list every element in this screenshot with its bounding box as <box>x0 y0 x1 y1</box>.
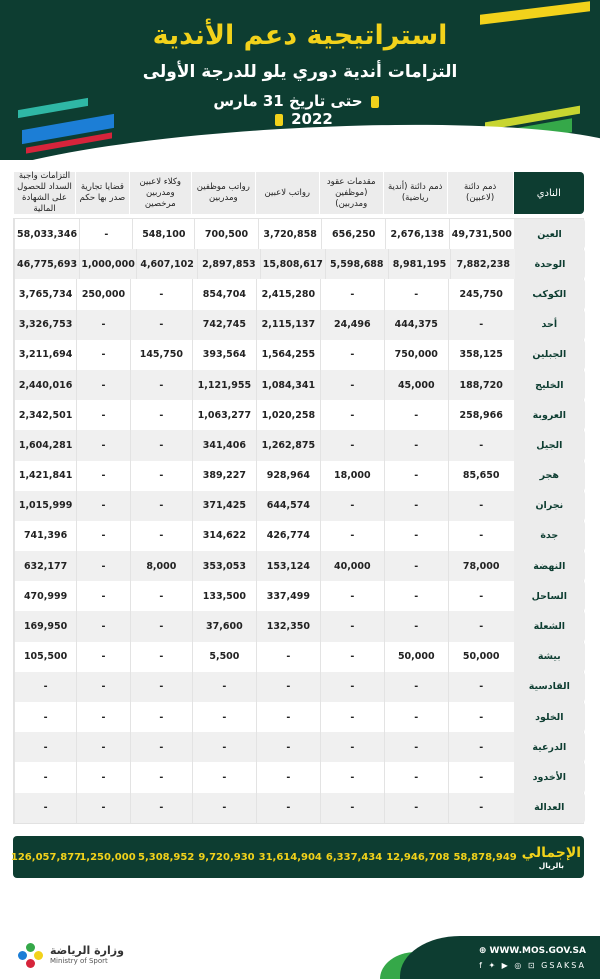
value-cell-c1: - <box>448 310 514 340</box>
footer-band <box>400 936 600 979</box>
column-header-c4: رواتب لاعبين <box>255 172 319 214</box>
value-cell-c7: - <box>76 702 130 732</box>
table-row <box>14 672 585 702</box>
value-cell-c7: 1,000,000 <box>79 249 136 279</box>
value-cell-c5: 742,745 <box>192 310 256 340</box>
table-row <box>14 581 585 611</box>
value-cell-c8: 3,765,734 <box>14 279 76 309</box>
value-cell-c4: 1,262,875 <box>256 430 320 460</box>
value-cell-c6: - <box>130 581 192 611</box>
website-link[interactable] <box>479 946 586 956</box>
value-cell-c2: - <box>384 491 448 521</box>
value-cell-c5: 393,564 <box>192 340 256 370</box>
club-name-cell: الخلود <box>514 702 585 732</box>
value-cell-c5: - <box>192 702 256 732</box>
value-cell-c1: 49,731,500 <box>449 219 514 249</box>
value-cell-c6: 8,000 <box>130 551 192 581</box>
table-row <box>14 219 585 249</box>
value-cell-c3: 656,250 <box>321 219 385 249</box>
value-cell-c4: 153,124 <box>256 551 320 581</box>
decor-stripe-yellow <box>480 1 590 25</box>
value-cell-c3: - <box>320 400 384 430</box>
value-cell-c3: - <box>320 430 384 460</box>
table-row <box>14 491 585 521</box>
value-cell-c7: - <box>79 219 132 249</box>
value-cell-c2: - <box>384 461 448 491</box>
total-c4: 31,614,904 <box>258 851 322 863</box>
club-name-cell: العروبة <box>514 400 585 430</box>
value-cell-c3: - <box>320 672 384 702</box>
value-cell-c3: 40,000 <box>320 551 384 581</box>
value-cell-c6: - <box>130 793 192 823</box>
table-row <box>14 461 585 491</box>
value-cell-c8: 3,211,694 <box>14 340 76 370</box>
value-cell-c6: - <box>130 370 192 400</box>
value-cell-c6: - <box>130 611 192 641</box>
value-cell-c8: - <box>14 793 76 823</box>
total-c8: 126,057,877 <box>10 851 82 863</box>
table-row <box>14 702 585 732</box>
column-header-c6: وكلاء لاعبين ومدربين مرخصين <box>129 172 191 214</box>
column-header-c7: قضايا تجارية صدر بها حكم <box>75 172 129 214</box>
value-cell-c5: 389,227 <box>192 461 256 491</box>
value-cell-c1: 50,000 <box>448 642 514 672</box>
column-header-c5: رواتب موظفين ومدربين <box>191 172 255 214</box>
value-cell-c4: 928,964 <box>256 461 320 491</box>
table-row <box>14 732 585 762</box>
value-cell-c1: - <box>448 732 514 762</box>
column-header-c2: ذمم دائنة (أندية رياضية) <box>383 172 447 214</box>
value-cell-c2: - <box>384 611 448 641</box>
value-cell-c8: - <box>14 702 76 732</box>
total-label <box>519 836 584 878</box>
decor-stripe-teal <box>18 98 88 118</box>
club-name-cell: الخليج <box>514 370 585 400</box>
value-cell-c3: - <box>320 370 384 400</box>
value-cell-c5: 5,500 <box>192 642 256 672</box>
value-cell-c7: - <box>76 551 130 581</box>
table-row <box>14 370 585 400</box>
table-row <box>14 521 585 551</box>
value-cell-c3: - <box>320 702 384 732</box>
value-cell-c1: - <box>448 672 514 702</box>
header-banner <box>0 0 600 160</box>
value-cell-c6: - <box>130 672 192 702</box>
value-cell-c5: 1,063,277 <box>192 400 256 430</box>
page-date <box>190 92 410 128</box>
value-cell-c7: - <box>76 370 130 400</box>
value-cell-c1: 7,882,238 <box>450 249 515 279</box>
total-c7: 1,250,000 <box>79 851 136 863</box>
value-cell-c5: 341,406 <box>192 430 256 460</box>
table-row <box>14 430 585 460</box>
value-cell-c1: - <box>448 793 514 823</box>
value-cell-c1: - <box>448 491 514 521</box>
date-text: حتى تاريخ 31 مارس 2022 <box>213 92 363 128</box>
social-handle[interactable] <box>479 961 586 970</box>
value-cell-c2: - <box>384 702 448 732</box>
value-cell-c8: 1,604,281 <box>14 430 76 460</box>
value-cell-c7: - <box>76 400 130 430</box>
value-cell-c3: - <box>320 793 384 823</box>
value-cell-c4: 1,564,255 <box>256 340 320 370</box>
value-cell-c7: - <box>76 491 130 521</box>
total-c2: 12,946,708 <box>386 851 450 863</box>
value-cell-c8: 3,326,753 <box>14 310 76 340</box>
value-cell-c4: 2,415,280 <box>256 279 320 309</box>
value-cell-c2: - <box>384 430 448 460</box>
value-cell-c8: 46,775,693 <box>14 249 79 279</box>
value-cell-c1: 188,720 <box>448 370 514 400</box>
value-cell-c8: 169,950 <box>14 611 76 641</box>
value-cell-c3: 5,598,688 <box>325 249 388 279</box>
total-c3: 6,337,434 <box>325 851 383 863</box>
value-cell-c2: - <box>384 551 448 581</box>
value-cell-c5: 700,500 <box>194 219 258 249</box>
table-row <box>14 249 585 279</box>
value-cell-c7: - <box>76 340 130 370</box>
value-cell-c6: - <box>130 461 192 491</box>
club-name-cell: الدرعية <box>514 732 585 762</box>
website-text: WWW.MOS.GOV.SA <box>489 946 586 956</box>
value-cell-c8: 1,015,999 <box>14 491 76 521</box>
value-cell-c3: - <box>320 642 384 672</box>
social-text: GSAKSA <box>541 961 586 970</box>
total-row <box>10 836 584 878</box>
value-cell-c2: 2,676,138 <box>385 219 449 249</box>
page-title: استراتيجية دعم الأندية <box>152 20 448 51</box>
value-cell-c2: 444,375 <box>384 310 448 340</box>
value-cell-c6: 145,750 <box>130 340 192 370</box>
club-name-cell: هجر <box>514 461 585 491</box>
value-cell-c7: - <box>76 793 130 823</box>
value-cell-c5: 371,425 <box>192 491 256 521</box>
value-cell-c4: 15,808,617 <box>260 249 325 279</box>
value-cell-c3: - <box>320 491 384 521</box>
value-cell-c3: - <box>320 279 384 309</box>
club-name-cell: جدة <box>514 521 585 551</box>
table-row <box>14 762 585 792</box>
value-cell-c6: - <box>130 702 192 732</box>
value-cell-c2: - <box>384 279 448 309</box>
value-cell-c8: 470,999 <box>14 581 76 611</box>
value-cell-c1: 358,125 <box>448 340 514 370</box>
value-cell-c1: - <box>448 762 514 792</box>
total-c1: 58,878,949 <box>453 851 517 863</box>
value-cell-c8: 105,500 <box>14 642 76 672</box>
value-cell-c7: - <box>76 581 130 611</box>
value-cell-c6: - <box>130 310 192 340</box>
value-cell-c3: - <box>320 611 384 641</box>
page-subtitle: التزامات أندية دوري يلو للدرجة الأولى <box>142 62 458 82</box>
value-cell-c2: 50,000 <box>384 642 448 672</box>
value-cell-c5: - <box>192 762 256 792</box>
value-cell-c5: 353,053 <box>192 551 256 581</box>
value-cell-c7: - <box>76 521 130 551</box>
value-cell-c6: - <box>130 642 192 672</box>
club-name-cell: القادسية <box>514 672 585 702</box>
value-cell-c8: 2,342,501 <box>14 400 76 430</box>
value-cell-c4: - <box>256 793 320 823</box>
value-cell-c7: - <box>76 611 130 641</box>
value-cell-c5: - <box>192 732 256 762</box>
value-cell-c4: 337,499 <box>256 581 320 611</box>
club-name-cell: العدالة <box>514 793 585 823</box>
club-name-cell: الساحل <box>514 581 585 611</box>
club-name-cell: الجبلين <box>514 340 585 370</box>
logo-text-en: Ministry of Sport <box>50 957 108 965</box>
value-cell-c2: - <box>384 400 448 430</box>
value-cell-c6: - <box>130 400 192 430</box>
club-name-cell: الكوكب <box>514 279 585 309</box>
value-cell-c1: 245,750 <box>448 279 514 309</box>
value-cell-c2: - <box>384 672 448 702</box>
bullet-icon <box>371 96 379 108</box>
value-cell-c4: 2,115,137 <box>256 310 320 340</box>
value-cell-c6: - <box>130 430 192 460</box>
value-cell-c7: - <box>76 430 130 460</box>
table-row <box>14 279 585 309</box>
value-cell-c8: 741,396 <box>14 521 76 551</box>
value-cell-c5: - <box>192 793 256 823</box>
value-cell-c4: 1,084,341 <box>256 370 320 400</box>
value-cell-c1: - <box>448 581 514 611</box>
value-cell-c4: 132,350 <box>256 611 320 641</box>
bullet-icon <box>275 114 283 126</box>
value-cell-c3: 18,000 <box>320 461 384 491</box>
value-cell-c7: - <box>76 672 130 702</box>
club-name-cell: نجران <box>514 491 585 521</box>
value-cell-c4: 3,720,858 <box>258 219 322 249</box>
value-cell-c6: - <box>130 521 192 551</box>
logo-text-ar: وزارة الرياضة <box>50 944 124 957</box>
ministry-logo <box>18 940 128 972</box>
value-cell-c1: 85,650 <box>448 461 514 491</box>
table-header-row <box>13 172 584 214</box>
value-cell-c2: - <box>384 762 448 792</box>
value-cell-c2: 750,000 <box>384 340 448 370</box>
value-cell-c5: 37,600 <box>192 611 256 641</box>
table-row <box>14 400 585 430</box>
total-c6: 5,308,952 <box>138 851 195 863</box>
value-cell-c6: 4,607,102 <box>136 249 197 279</box>
value-cell-c4: - <box>256 762 320 792</box>
value-cell-c8: - <box>14 762 76 792</box>
value-cell-c3: - <box>320 521 384 551</box>
club-name-cell: الشعلة <box>514 611 585 641</box>
table-row <box>14 642 585 672</box>
value-cell-c4: 426,774 <box>256 521 320 551</box>
ministry-logo-icon <box>18 943 44 969</box>
value-cell-c7: - <box>76 762 130 792</box>
value-cell-c6: - <box>130 279 192 309</box>
value-cell-c5: 854,704 <box>192 279 256 309</box>
table-row <box>14 340 585 370</box>
value-cell-c1: - <box>448 521 514 551</box>
obligations-table <box>13 172 584 824</box>
value-cell-c8: 1,421,841 <box>14 461 76 491</box>
value-cell-c3: - <box>320 732 384 762</box>
value-cell-c3: - <box>320 581 384 611</box>
club-name-cell: النهضة <box>514 551 585 581</box>
value-cell-c1: - <box>448 611 514 641</box>
club-name-cell: بيشة <box>514 642 585 672</box>
value-cell-c2: - <box>384 521 448 551</box>
club-name-cell: الجيل <box>514 430 585 460</box>
club-name-cell: الأخدود <box>514 762 585 792</box>
value-cell-c3: - <box>320 762 384 792</box>
table-row <box>14 310 585 340</box>
value-cell-c2: - <box>384 793 448 823</box>
club-name-cell: العين <box>514 219 585 249</box>
value-cell-c4: - <box>256 672 320 702</box>
value-cell-c1: - <box>448 430 514 460</box>
value-cell-c8: 58,033,346 <box>14 219 79 249</box>
value-cell-c4: 644,574 <box>256 491 320 521</box>
column-header-c3: مقدمات عقود (موظفين ومدربين) <box>319 172 383 214</box>
value-cell-c3: - <box>320 340 384 370</box>
value-cell-c4: - <box>256 732 320 762</box>
value-cell-c2: - <box>384 732 448 762</box>
value-cell-c3: 24,496 <box>320 310 384 340</box>
value-cell-c1: 258,966 <box>448 400 514 430</box>
total-c5: 9,720,930 <box>198 851 255 863</box>
total-unit-text: بالريال <box>538 860 564 870</box>
table-row <box>14 551 585 581</box>
value-cell-c1: 78,000 <box>448 551 514 581</box>
value-cell-c5: 133,500 <box>192 581 256 611</box>
column-header-club: النادي <box>513 172 584 214</box>
value-cell-c8: 2,440,016 <box>14 370 76 400</box>
column-header-c1: ذمم دائنة (لاعبين) <box>447 172 513 214</box>
value-cell-c2: 8,981,195 <box>388 249 451 279</box>
value-cell-c6: 548,100 <box>132 219 194 249</box>
table-body <box>13 218 584 824</box>
value-cell-c4: - <box>256 642 320 672</box>
value-cell-c8: 632,177 <box>14 551 76 581</box>
value-cell-c5: - <box>192 672 256 702</box>
value-cell-c2: - <box>384 581 448 611</box>
social-icons: f ✦ ▶ ◎ ⊡ <box>479 961 542 970</box>
value-cell-c7: - <box>76 461 130 491</box>
value-cell-c8: - <box>14 672 76 702</box>
value-cell-c8: - <box>14 732 76 762</box>
club-name-cell: الوحدة <box>515 249 585 279</box>
table-row <box>14 611 585 641</box>
value-cell-c7: - <box>76 732 130 762</box>
value-cell-c4: - <box>256 702 320 732</box>
club-name-cell: أحد <box>514 310 585 340</box>
value-cell-c7: 250,000 <box>76 279 130 309</box>
total-label-text: الإجمالي <box>521 844 582 861</box>
table-row <box>14 793 585 823</box>
value-cell-c5: 2,897,853 <box>197 249 260 279</box>
value-cell-c6: - <box>130 491 192 521</box>
value-cell-c7: - <box>76 642 130 672</box>
value-cell-c5: 314,622 <box>192 521 256 551</box>
value-cell-c1: - <box>448 702 514 732</box>
value-cell-c7: - <box>76 310 130 340</box>
value-cell-c5: 1,121,955 <box>192 370 256 400</box>
value-cell-c6: - <box>130 732 192 762</box>
value-cell-c6: - <box>130 762 192 792</box>
value-cell-c2: 45,000 <box>384 370 448 400</box>
globe-icon: ⊕ <box>478 946 490 956</box>
column-header-c8: التزامات واجبة السداد للحصول على الشهادة المالية <box>13 172 75 214</box>
value-cell-c4: 1,020,258 <box>256 400 320 430</box>
